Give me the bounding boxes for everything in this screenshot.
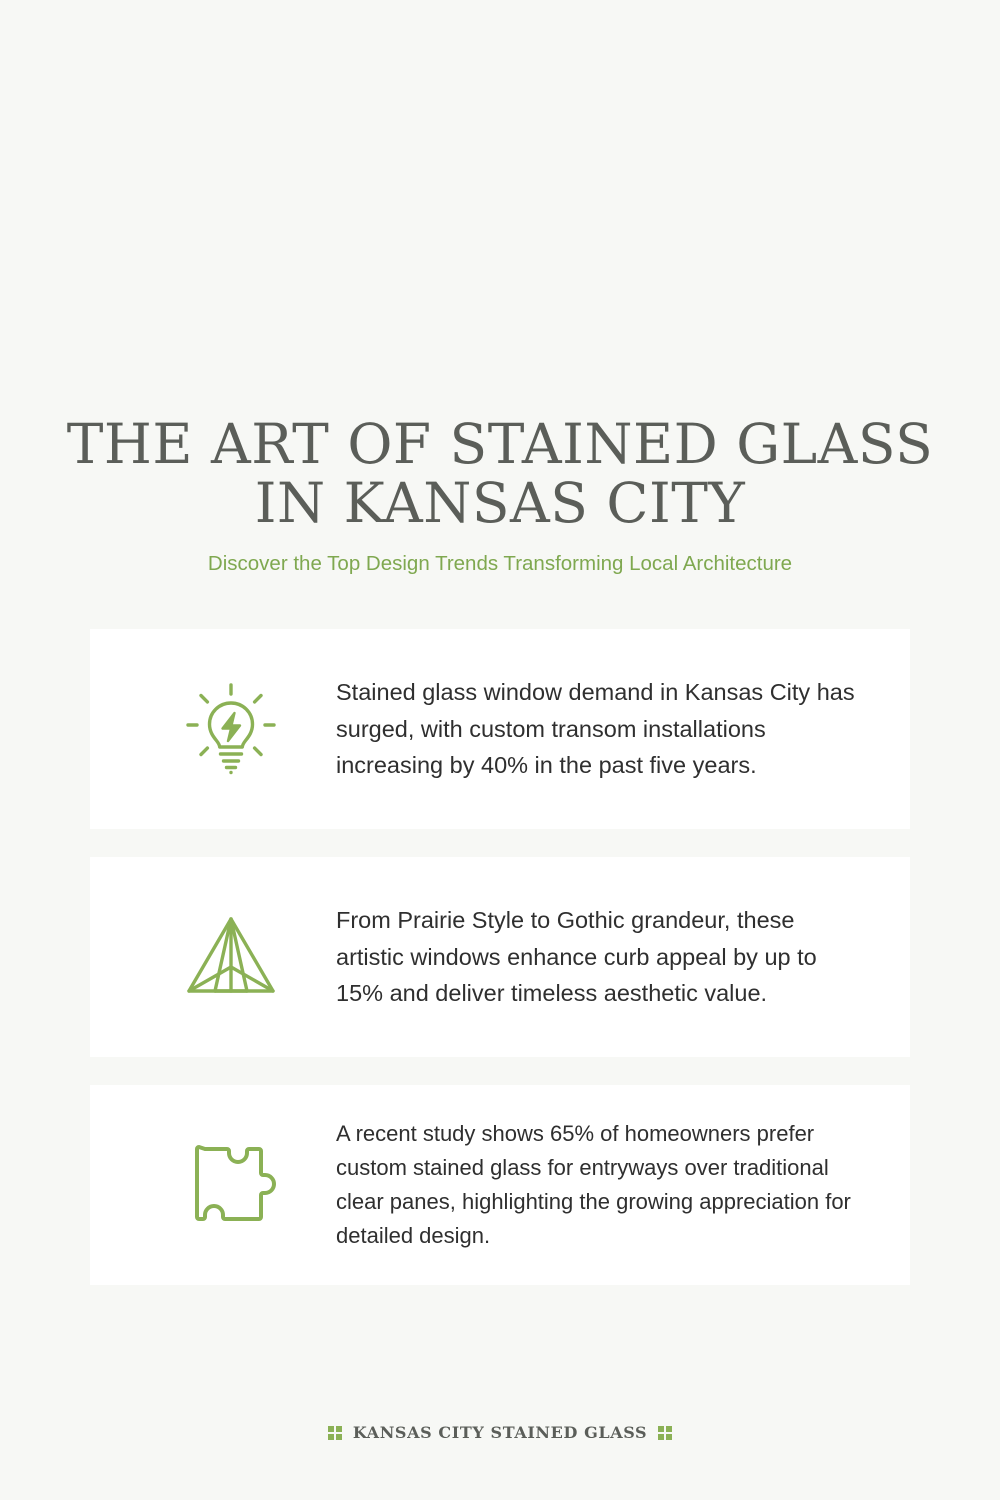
fact-card-text: A recent study shows 65% of homeowners prefer custom stained glass for entryways over traditional clear panes, highlighting the growing appreciation for detailed design. bbox=[336, 1120, 851, 1248]
square-grid-icon bbox=[657, 1425, 673, 1441]
brand-name: KANSAS CITY STAINED GLASS bbox=[352, 1423, 648, 1442]
fact-card-text: From Prairie Style to Gothic grandeur, these artistic windows enhance curb appeal by up to 15% and deliver timeless aesthetic value. bbox=[336, 907, 817, 1007]
page-subtitle: Discover the Top Design Trends Transforming Local Architecture bbox=[207, 551, 793, 575]
pyramid-prism-icon bbox=[126, 905, 336, 1009]
puzzle-piece-icon bbox=[126, 1133, 336, 1237]
fact-card-list bbox=[0, 629, 1000, 1285]
fact-card-text: Stained glass window demand in Kansas City has surged, with custom transom installations increasing by 40% in the past five years. bbox=[336, 679, 855, 779]
footer bbox=[0, 1423, 1000, 1442]
page-title: THE ART OF STAINED GLASS IN KANSAS CITY bbox=[66, 412, 934, 536]
lightbulb-idea-icon bbox=[126, 677, 336, 781]
fact-card bbox=[90, 857, 910, 1057]
square-grid-icon bbox=[327, 1425, 343, 1441]
fact-card bbox=[90, 629, 910, 829]
header bbox=[0, 0, 1000, 577]
fact-card bbox=[90, 1085, 910, 1285]
